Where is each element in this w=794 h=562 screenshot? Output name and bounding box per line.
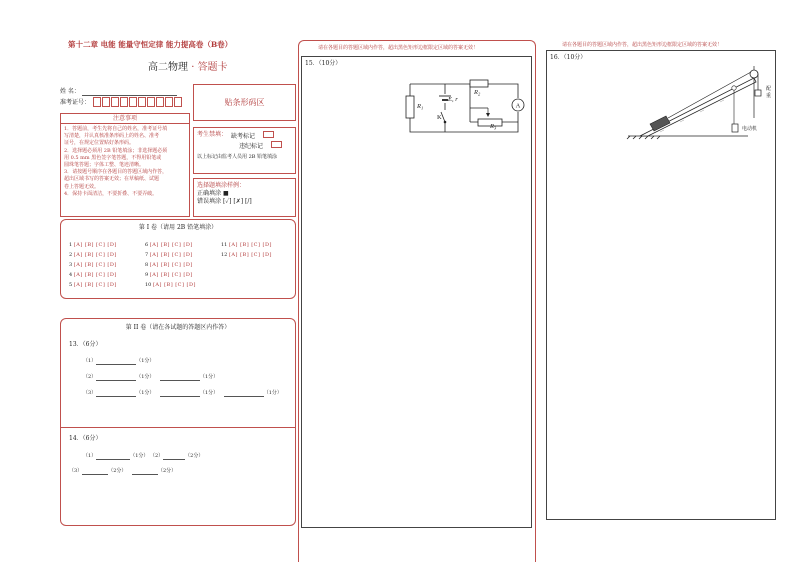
q13-line2: （2） （1分） （1分） <box>83 374 219 380</box>
fill-sample-box <box>193 178 296 217</box>
candidate-box <box>193 127 296 174</box>
notes-line: 4．保持卡面清洁，不要折叠、不要弄破。 <box>64 190 158 197</box>
incline-diagram <box>620 66 776 146</box>
subject-text: 高二物理 <box>148 62 188 73</box>
pulley-rope <box>668 72 751 118</box>
resistor-r2 <box>470 80 488 87</box>
counterweight-label: 配重 <box>766 86 772 99</box>
q13-line1: （1） （1分） <box>83 358 155 364</box>
q13-blank[interactable] <box>224 389 264 397</box>
switch-label: K <box>437 114 442 121</box>
part1-title: 第 I 卷（请用 2B 铅笔填涂） <box>138 224 218 231</box>
resistor-r1 <box>406 96 414 118</box>
ground-line <box>627 136 748 139</box>
q13-blank[interactable] <box>96 357 136 365</box>
part1-column: 6 [A] [B] [C] [D] 7 [A] [B] [C] [D] 8 [A] [B] [C] [D] 9 [A] [B] [C] [D] 10 [A] [B] [C] [D] <box>145 242 196 288</box>
notes-line: 用 0.5 mm 黑色签字笔答题，不得用铅笔或 <box>64 154 162 161</box>
card-subtitle <box>148 58 228 73</box>
answer-card-text: 答题卡 <box>197 62 228 73</box>
name-label: 姓 名： <box>60 88 80 95</box>
q13-blank[interactable] <box>96 389 136 397</box>
exam-no-row <box>60 99 90 107</box>
small-pulley <box>732 86 736 90</box>
absent-mark-box[interactable] <box>263 131 274 138</box>
ammeter-symbol <box>512 98 524 112</box>
q14-line1: （1） （1分） （2） （2分） <box>83 453 204 459</box>
q14-blank[interactable] <box>132 467 158 475</box>
notes-line: 圆珠笔答题；字体工整、笔迹清晰。 <box>64 162 145 169</box>
part2-title: 第 II 卷（请在各试题的答题区内作答） <box>125 324 231 331</box>
exam-no-label: 准考证号： <box>60 99 91 106</box>
subtitle-separator: · <box>191 62 195 73</box>
notes-line: 证号，在规定位置贴好条形码。 <box>64 140 135 147</box>
part1-column: 11 [A] [B] [C] [D] 12 [A] [B] [C] [D] <box>221 242 272 258</box>
name-row <box>60 88 177 96</box>
notes-box <box>60 113 190 217</box>
forbidden-label: 考生禁填： <box>197 131 228 138</box>
circuit-diagram <box>400 74 525 146</box>
area-warning: 请在各题目的答题区域内作答，超出黑色矩形边框限定区域的答案无效！ <box>562 42 723 48</box>
fill-sample-title: 选择题填涂样例： <box>197 182 246 189</box>
q-divider <box>61 427 295 428</box>
candidate-note: 以上标记由监考人员用 2B 铅笔填涂 <box>197 154 278 160</box>
exam-title: 第十二章 电能 能量守恒定律 能力提高卷（B卷） <box>68 40 233 49</box>
violation-mark-box[interactable] <box>271 141 282 148</box>
r2-label: $R_2$ <box>474 89 481 97</box>
part2-box <box>60 318 296 526</box>
notes-line: 卷上答题无效。 <box>64 183 100 190</box>
motor-box <box>732 124 738 132</box>
correct-fill-label: 正确填涂 <box>197 190 222 197</box>
pulley-wheel <box>750 70 758 78</box>
er-label: E, r <box>448 96 458 103</box>
q14-line2: （3） （2分） （2分） <box>69 468 177 474</box>
r3-label: $R_3$ <box>490 123 497 131</box>
correct-fill-mark: ■ <box>222 190 229 197</box>
q14-blank[interactable] <box>82 467 108 475</box>
violation-mark-label: 违纪标记 <box>239 143 264 150</box>
part1-box <box>60 219 296 299</box>
notes-title: 注意事项 <box>61 114 189 124</box>
notes-line: 超出区域书写的答案无效；在草稿纸、试题 <box>64 176 160 183</box>
q14-label: 14．（6分） <box>69 435 102 442</box>
wrong-fill-marks: [✓] [✗] [/] <box>222 198 252 205</box>
q16-label: 16．（10分） <box>550 54 587 61</box>
q13-blank[interactable] <box>160 373 200 381</box>
notes-line: 3．请按题号顺序在各题目的答题区域内作答， <box>64 169 168 176</box>
q13-line3: （3） （1分） （1分） （1分） <box>83 390 282 396</box>
r1-label: $R_1$ <box>417 103 424 111</box>
q13-blank[interactable] <box>160 389 200 397</box>
q14-blank[interactable] <box>96 452 130 460</box>
q13-blank[interactable] <box>96 373 136 381</box>
part1-column: 1 [A] [B] [C] [D] 2 [A] [B] [C] [D] 3 [A] [B] [C] [D] 4 [A] [B] [C] [D] 5 [A] [B] [C] [D] <box>69 242 117 288</box>
name-field[interactable] <box>82 88 177 96</box>
switch-symbol <box>441 110 449 123</box>
q15-label: 15．（10分） <box>305 60 342 67</box>
q13-label: 13．（6分） <box>69 341 102 348</box>
absent-mark-label: 缺考标记 <box>231 133 256 140</box>
notes-line: 写清楚，并认真核准条形码上的姓名、准考 <box>64 133 160 140</box>
part1-grid[interactable] <box>69 242 297 289</box>
counterweight-block <box>755 90 761 96</box>
q14-blank[interactable] <box>163 452 185 460</box>
area-warning: 请在各题目的答题区域内作答，超出黑色矩形边框限定区域的答案无效！ <box>318 45 479 51</box>
svg-text:A: A <box>515 102 521 110</box>
notes-line: 2．选择题必须用 2B 铅笔填涂；非选择题必须 <box>64 147 168 154</box>
wrong-fill-label: 错误填涂 <box>197 198 222 205</box>
barcode-area <box>193 84 296 121</box>
motor-label: 电动机 <box>742 126 758 132</box>
notes-line: 1．答题前，考生先将自己的姓名，准考证号填 <box>64 126 168 132</box>
exam-no-boxes[interactable] <box>93 97 183 107</box>
barcode-label: 贴条形码区 <box>224 98 265 107</box>
